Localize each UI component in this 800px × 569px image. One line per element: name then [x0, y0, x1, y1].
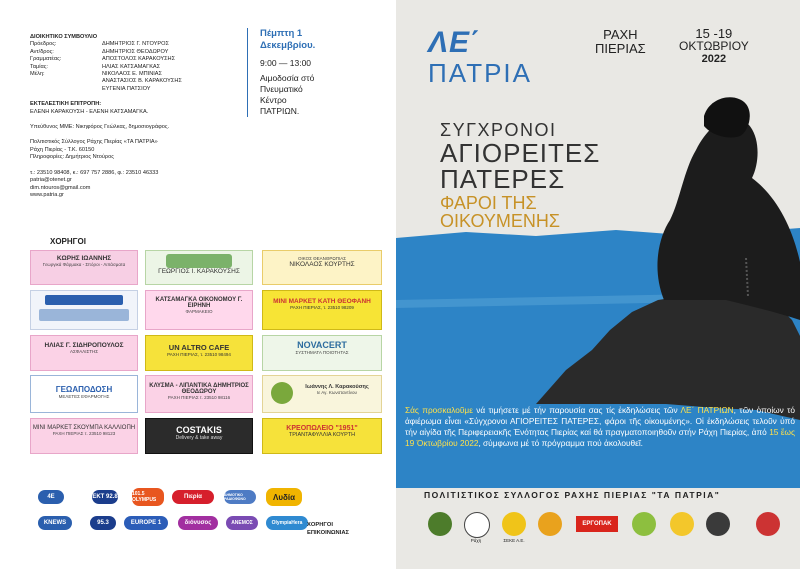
left-panel: [0, 0, 396, 569]
media-contact: Υπεύθυνος ΜΜΕ: Νικηφόρος Γεώλκας, δημοσιογράφος.: [30, 124, 170, 131]
media-sponsor-logos: [38, 482, 308, 547]
logo-red: [756, 512, 780, 536]
logo-knews: KNEWS: [38, 516, 72, 530]
board-member: ΑΝΑΣΤΑΣΙΟΣ Β. ΚΑΡΑΚΟΥΣΗΣ: [102, 78, 182, 85]
board-info: [30, 34, 240, 199]
sponsor-logo: [166, 254, 232, 268]
invitation-text: Σάς προσκαλοῦμε νά τιμήσετε μέ τήν παρουσία σας τίς ἐκδηλώσεις τῶν ΛΕ΄ ΠΑΤΡΙΩΝ, τῶν ὁποίων τό ἀφιέρωμα εἶναι «Σύγχρονοι ΑΓΙΟΡΕΙΤΕΣ ΠΑΤΕΡΕΣ, φάροι τῆς οἰκουμένης». Οἱ ἐκδηλώσεις τελοῦν ὑπό τήν αἰγίδα τῆς Περιφερειακῆς Ἑνότητας Πιερίας καί θά πραγματοποιηθοῦν στήν Ράχη Πιερίας, ἀπό 15 ἕως 19 Ὀκτωβρίου 2022, σύμφωνα μέ τό πρόγραμμα πού ἀκολουθεῖ.: [405, 405, 796, 448]
logo-anemos: ΑΝΕΜΟΣ: [226, 516, 258, 530]
logo-dionysos: διόνυσος: [178, 516, 218, 530]
sponsor-tile: ΜΙΝΙ ΜΑΡΚΕΤ ΚΑΤΗ ΘΕΟΦΑΝΗ ΡΑΧΗ ΠΙΕΡΙΑΣ, τ. 23510 98209: [262, 290, 382, 330]
event-time: 9:00 — 13:00: [260, 58, 312, 68]
exec-title: ΕΚΤΕΛΕΣΤΙΚΗ ΕΠΙΤΡΟΠΗ:: [30, 101, 102, 108]
club-info: Πληροφορίες: Δημήτριος Ντούρος: [30, 154, 114, 161]
event-desc-2: Πνευματικό: [260, 84, 303, 94]
sponsor-logo: [39, 309, 129, 321]
board-member: Αντ/δρος: ΔΗΜΗΤΡΙΟΣ ΘΕΟΔΩΡΟΥ: [30, 48, 169, 55]
board-member: Πρόεδρος: ΔΗΜΗΤΡΙΟΣ Γ. ΝΤΟΥΡΟΣ: [30, 41, 169, 48]
logo-green: [632, 512, 656, 536]
sponsor-tile: ΜΙΝΙ ΜΑΡΚΕΤ ΣΚΟΥΜΠΑ ΚΑΛΛΙΟΠΗ ΡΑΧΗ ΠΙΕΡΙΑΣ τ. 23510 98123: [30, 418, 138, 454]
blood-donation-block: [247, 28, 382, 117]
logo-rachi: [464, 512, 490, 538]
title-le: ΛΕ΄: [428, 26, 482, 59]
club-email-2: dim.ntouros@gmail.com: [30, 184, 91, 191]
exec-names: ΕΛΕΝΗ ΚΑΡΑΚΟΥΣΗ - ΕΛΕΝΗ ΚΑΤΣΑΜΑΓΚΑ.: [30, 108, 149, 115]
board-member: Ταμίας: ΗΛΙΑΣ ΚΑΤΣΑΜΑΓΚΑΣ: [30, 63, 161, 70]
board-member: ΕΥΓΕΝΙΑ ΠΑΤΣΙΟΥ: [102, 85, 151, 92]
logo-seke: [502, 512, 526, 536]
sponsor-tile: ΚΑΤΣΑΜΑΓΚΑ ΟΙΚΟΝΟΜΟΥ Γ. ΕΙΡΗΝΗ ΦΑΡΜΑΚΕΙΟ: [145, 290, 253, 330]
sponsor-tile: Ιωάννης Λ. Καρακούσης Ιε Αγ. Κωνσταντίνου: [262, 375, 382, 413]
sponsor-logo: [45, 295, 123, 305]
sponsor-tile: ΚΛΥΣΜΑ - ΛΙΠΑΝΤΙΚΑ ΔΗΜΗΤΡΙΟΣ ΘΕΟΔΩΡΟΥ ΡΑΧΗ ΠΙΕΡΙΑΣ τ. 23510 98116: [145, 375, 253, 413]
sponsor-tile: COSTAKIS Delivery & take away: [145, 418, 253, 454]
sponsor-logo: [271, 382, 293, 404]
event-desc-3: Κέντρο: [260, 95, 287, 105]
sponsors-title: ΧΟΡΗΓΟΙ: [50, 237, 86, 246]
poster-title: [428, 28, 532, 88]
poster-dates: 15 -19 ΟΚΤΩΒΡΙΟΥ 2022: [679, 26, 749, 65]
poster-subtitle: ΣΥΓΧΡΟΝΟΙ ΑΓΙΟΡΕΙΤΕΣ ΠΑΤΕΡΕΣ ΦΑΡΟΙ ΤΗΣ ΟΙΚΟΥΜΕΝΗΣ: [440, 120, 601, 231]
logo-sun: [670, 512, 694, 536]
event-desc-1: Αιμοδοσία στό: [260, 73, 315, 83]
club-name: Πολιτιστικός Σύλλογος Ράχης Πιερίας «ΤΑ ΠΑΤΡΙΑ»: [30, 139, 158, 146]
logo-dark: [706, 512, 730, 536]
media-sponsors-title: ΧΟΡΗΓΟΙ ΕΠΙΚΟΙΝΩΝΙΑΣ: [307, 522, 349, 536]
sponsor-tile: [30, 290, 138, 330]
sponsor-tile: ΚΡΕΟΠΩΛΕΙΟ "1951" ΤΡΙΑΝΤΑΦΥΛΛΙΑ ΚΟΥΡΤΗ: [262, 418, 382, 454]
board-member: Γραμματέας: ΑΠΟΣΤΟΛΟΣ ΚΑΡΑΚΟΥΣΗΣ: [30, 56, 176, 63]
sponsor-tile: ΓΕΩΑΠΟΔΟΣΗ ΜΕΛΕΤΕΣ ΕΦΑΡΜΟΓΗΣ: [30, 375, 138, 413]
club-website: www.patria.gr: [30, 191, 64, 198]
logo-4e: 4E: [38, 490, 64, 504]
event-day: Πέμπτη 1: [260, 28, 303, 39]
logo-olympus: 101.5 OLYMPUS: [132, 488, 164, 506]
poster-place: ΡΑΧΗ ΠΙΕΡΙΑΣ: [595, 27, 646, 56]
logo-953: 95.3: [90, 516, 116, 530]
club-address: Ράχη Πιερίας - Τ.Κ. 60150: [30, 146, 95, 153]
logo-lydia: Λυδία: [266, 488, 302, 506]
logo-europe1: EUROPE 1: [124, 516, 168, 530]
event-desc-4: ΠΑΤΡΙΩΝ.: [260, 106, 300, 116]
sponsor-tile: ΟΙΚΟΣ ΘΕΑΝΘΡΩΠΙΑΣ ΝΙΚΟΛΑΟΣ ΚΟΥΡΤΗΣ: [262, 250, 382, 285]
right-panel: [396, 0, 800, 569]
logo-olympiahera: OlympiaHera: [266, 516, 308, 530]
logo-ekt: ΕΚΤ 92.8: [92, 490, 118, 504]
sponsor-tile: UN ALTRO CAFE ΡΑΧΗ ΠΙΕΡΙΑΣ, τ. 23510 98494: [145, 335, 253, 371]
sponsor-tile: ΗΛΙΑΣ Γ. ΣΙΔΗΡΟΠΟΥΛΟΣ ΑΣΦΑΛΙΣΤΗΣ: [30, 335, 138, 371]
logo-pieria: Πιερία: [172, 490, 214, 504]
logo-emblem: [428, 512, 452, 536]
logo-ergopak: ΕΡΓΟΠΑΚ: [576, 516, 618, 532]
board-title: ΔΙΟΙΚΗΤΙΚΟ ΣΥΜΒΟΥΛΙΟ: [30, 34, 98, 40]
title-patria: ΠΑΤΡΙΑ: [428, 58, 532, 88]
logo-dimotiko: ΔΗΜΟΤΙΚΟ ΡΑΔΙΟΦΩΝΟ: [224, 490, 256, 504]
event-month: Δεκεμβρίου.: [260, 40, 316, 51]
logo-round: [538, 512, 562, 536]
sponsor-tile: NOVACERT ΣΥΣΤΗΜΑΤΑ ΠΟΙΟΤΗΤΑΣ: [262, 335, 382, 371]
organizer-logos: Ράχη ΣΕΚΕ Α.Ε. ΕΡΓΟΠΑΚ: [420, 508, 790, 550]
club-email-1: patria@otenet.gr: [30, 177, 72, 184]
board-member: Μέλη: ΝΙΚΟΛΑΟΣ Ε. ΜΠΙΝΙΑΣ: [30, 71, 162, 78]
sponsor-tile: ΓΕΩΡΓΙΟΣ Ι. ΚΑΡΑΚΟΥΣΗΣ: [145, 250, 253, 285]
club-phones: τ.: 23510 98408, κ.: 697 757 2886, φ.: 23510 46333: [30, 169, 159, 176]
association-name: ΠΟΛΙΤΙΣΤΙΚΟΣ ΣΥΛΛΟΓΟΣ ΡΑΧΗΣ ΠΙΕΡΙΑΣ "ΤΑ ΠΑΤΡΙΑ": [424, 490, 721, 500]
sponsor-tile: ΚΩΡΗΣ ΙΩΑΝΝΗΣ Γεωργικά Φάρμακα - Σπόροι - Λιπάσματα: [30, 250, 138, 285]
